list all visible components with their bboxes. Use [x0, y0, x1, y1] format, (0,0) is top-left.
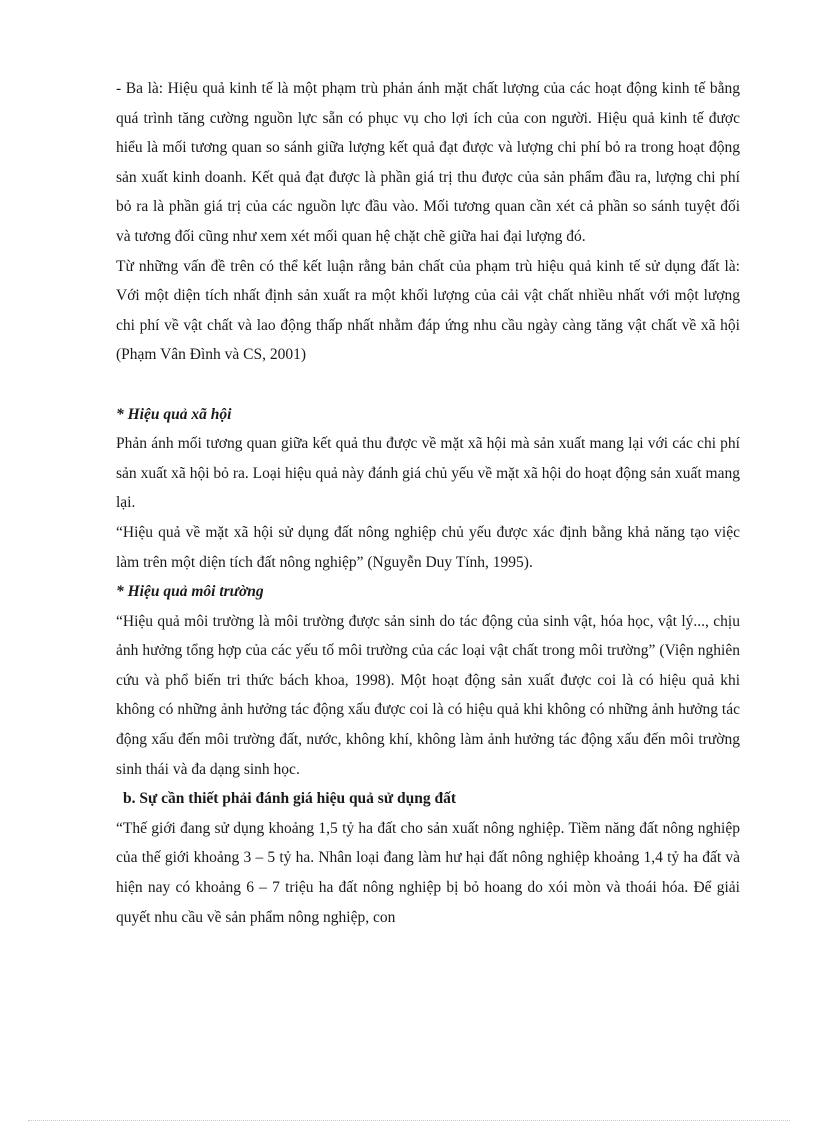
paragraph-social-quote: “Hiệu quả về mặt xã hội sử dụng đất nông nghiệp chủ yếu được xác định bằng khả năng tạo việc làm trên một diện tích đất nông nghiệp” (Nguyễn Duy Tính, 1995).: [116, 523, 740, 571]
document-body: [116, 74, 740, 932]
paragraph-world-land-use: “Thế giới đang sử dụng khoảng 1,5 tỷ ha đất cho sản xuất nông nghiệp. Tiềm năng đất nông nghiệp của thế giới khoảng 3 – 5 tỷ ha. Nhân loại đang làm hư hại đất nông nghiệp khoảng 1,4 tỷ ha đất và hiện nay có khoảng 6 – 7 triệu ha đất nông nghiệp bị bỏ hoang do xói mòn và thoái hóa. Để giải quyết nhu cầu về sản phẩm nông nghiệp, con: [116, 819, 740, 926]
blank-line: [116, 370, 740, 400]
page-bottom-divider: [28, 1120, 790, 1121]
paragraph-economic-efficiency: - Ba là: Hiệu quả kinh tế là một phạm trù phản ánh mặt chất lượng của các hoạt động kinh tế bằng quá trình tăng cường nguồn lực sẵn có phục vụ cho lợi ích của con người. Hiệu quả kinh tế được hiểu là mối tương quan so sánh giữa lượng kết quả đạt được và lượng chi phí bỏ ra trong hoạt động sản xuất kinh doanh. Kết quả đạt được là phần giá trị thu được của sản phẩm đầu ra, lượng chi phí bỏ ra là phần giá trị của các nguồn lực đầu vào. Mối tương quan cần xét cả phần so sánh tuyệt đối và tương đối cũng như xem xét mối quan hệ chặt chẽ giữa hai đại lượng đó.: [116, 80, 740, 245]
heading-section-b: b. Sự cần thiết phải đánh giá hiệu quả sử dụng đất: [123, 790, 457, 808]
paragraph-land-use-conclusion: Từ những vấn đề trên có thể kết luận rằng bản chất của phạm trù hiệu quả kinh tế sử dụng đất là: Với một diện tích nhất định sản xuất ra một khối lượng của cải vật chất nhiều nhất với một lượng chi phí về vật chất và lao động thấp nhất nhằm đáp ứng nhu cầu ngày càng tăng vật chất về xã hội (Phạm Vân Đình và CS, 2001): [116, 257, 740, 364]
heading-social-efficiency: * Hiệu quả xã hội: [116, 405, 232, 423]
paragraph-social-efficiency: Phản ánh mối tương quan giữa kết quả thu được về mặt xã hội mà sản xuất mang lại với các chi phí sản xuất xã hội bỏ ra. Loại hiệu quả này đánh giá chủ yếu về mặt xã hội do hoạt động sản xuất mang lại.: [116, 435, 740, 512]
paragraph-environmental-efficiency: “Hiệu quả môi trường là môi trường được sản sinh do tác động của sinh vật, hóa học, vật lý..., chịu ảnh hưởng tổng hợp của các yếu tố môi trường của các loại vật chất trong môi trường” (Viện nghiên cứu và phổ biến tri thức bách khoa, 1998). Một hoạt động sản xuất được coi là có hiệu quả khi không có những ảnh hưởng tác động xấu được coi là có hiệu quả khi không có những ảnh hưởng tác động xấu đến môi trường đất, nước, không khí, không làm ảnh hưởng tác động xấu đến môi trường sinh thái và đa dạng sinh học.: [116, 612, 740, 778]
heading-environmental-efficiency: * Hiệu quả môi trường: [116, 583, 264, 601]
